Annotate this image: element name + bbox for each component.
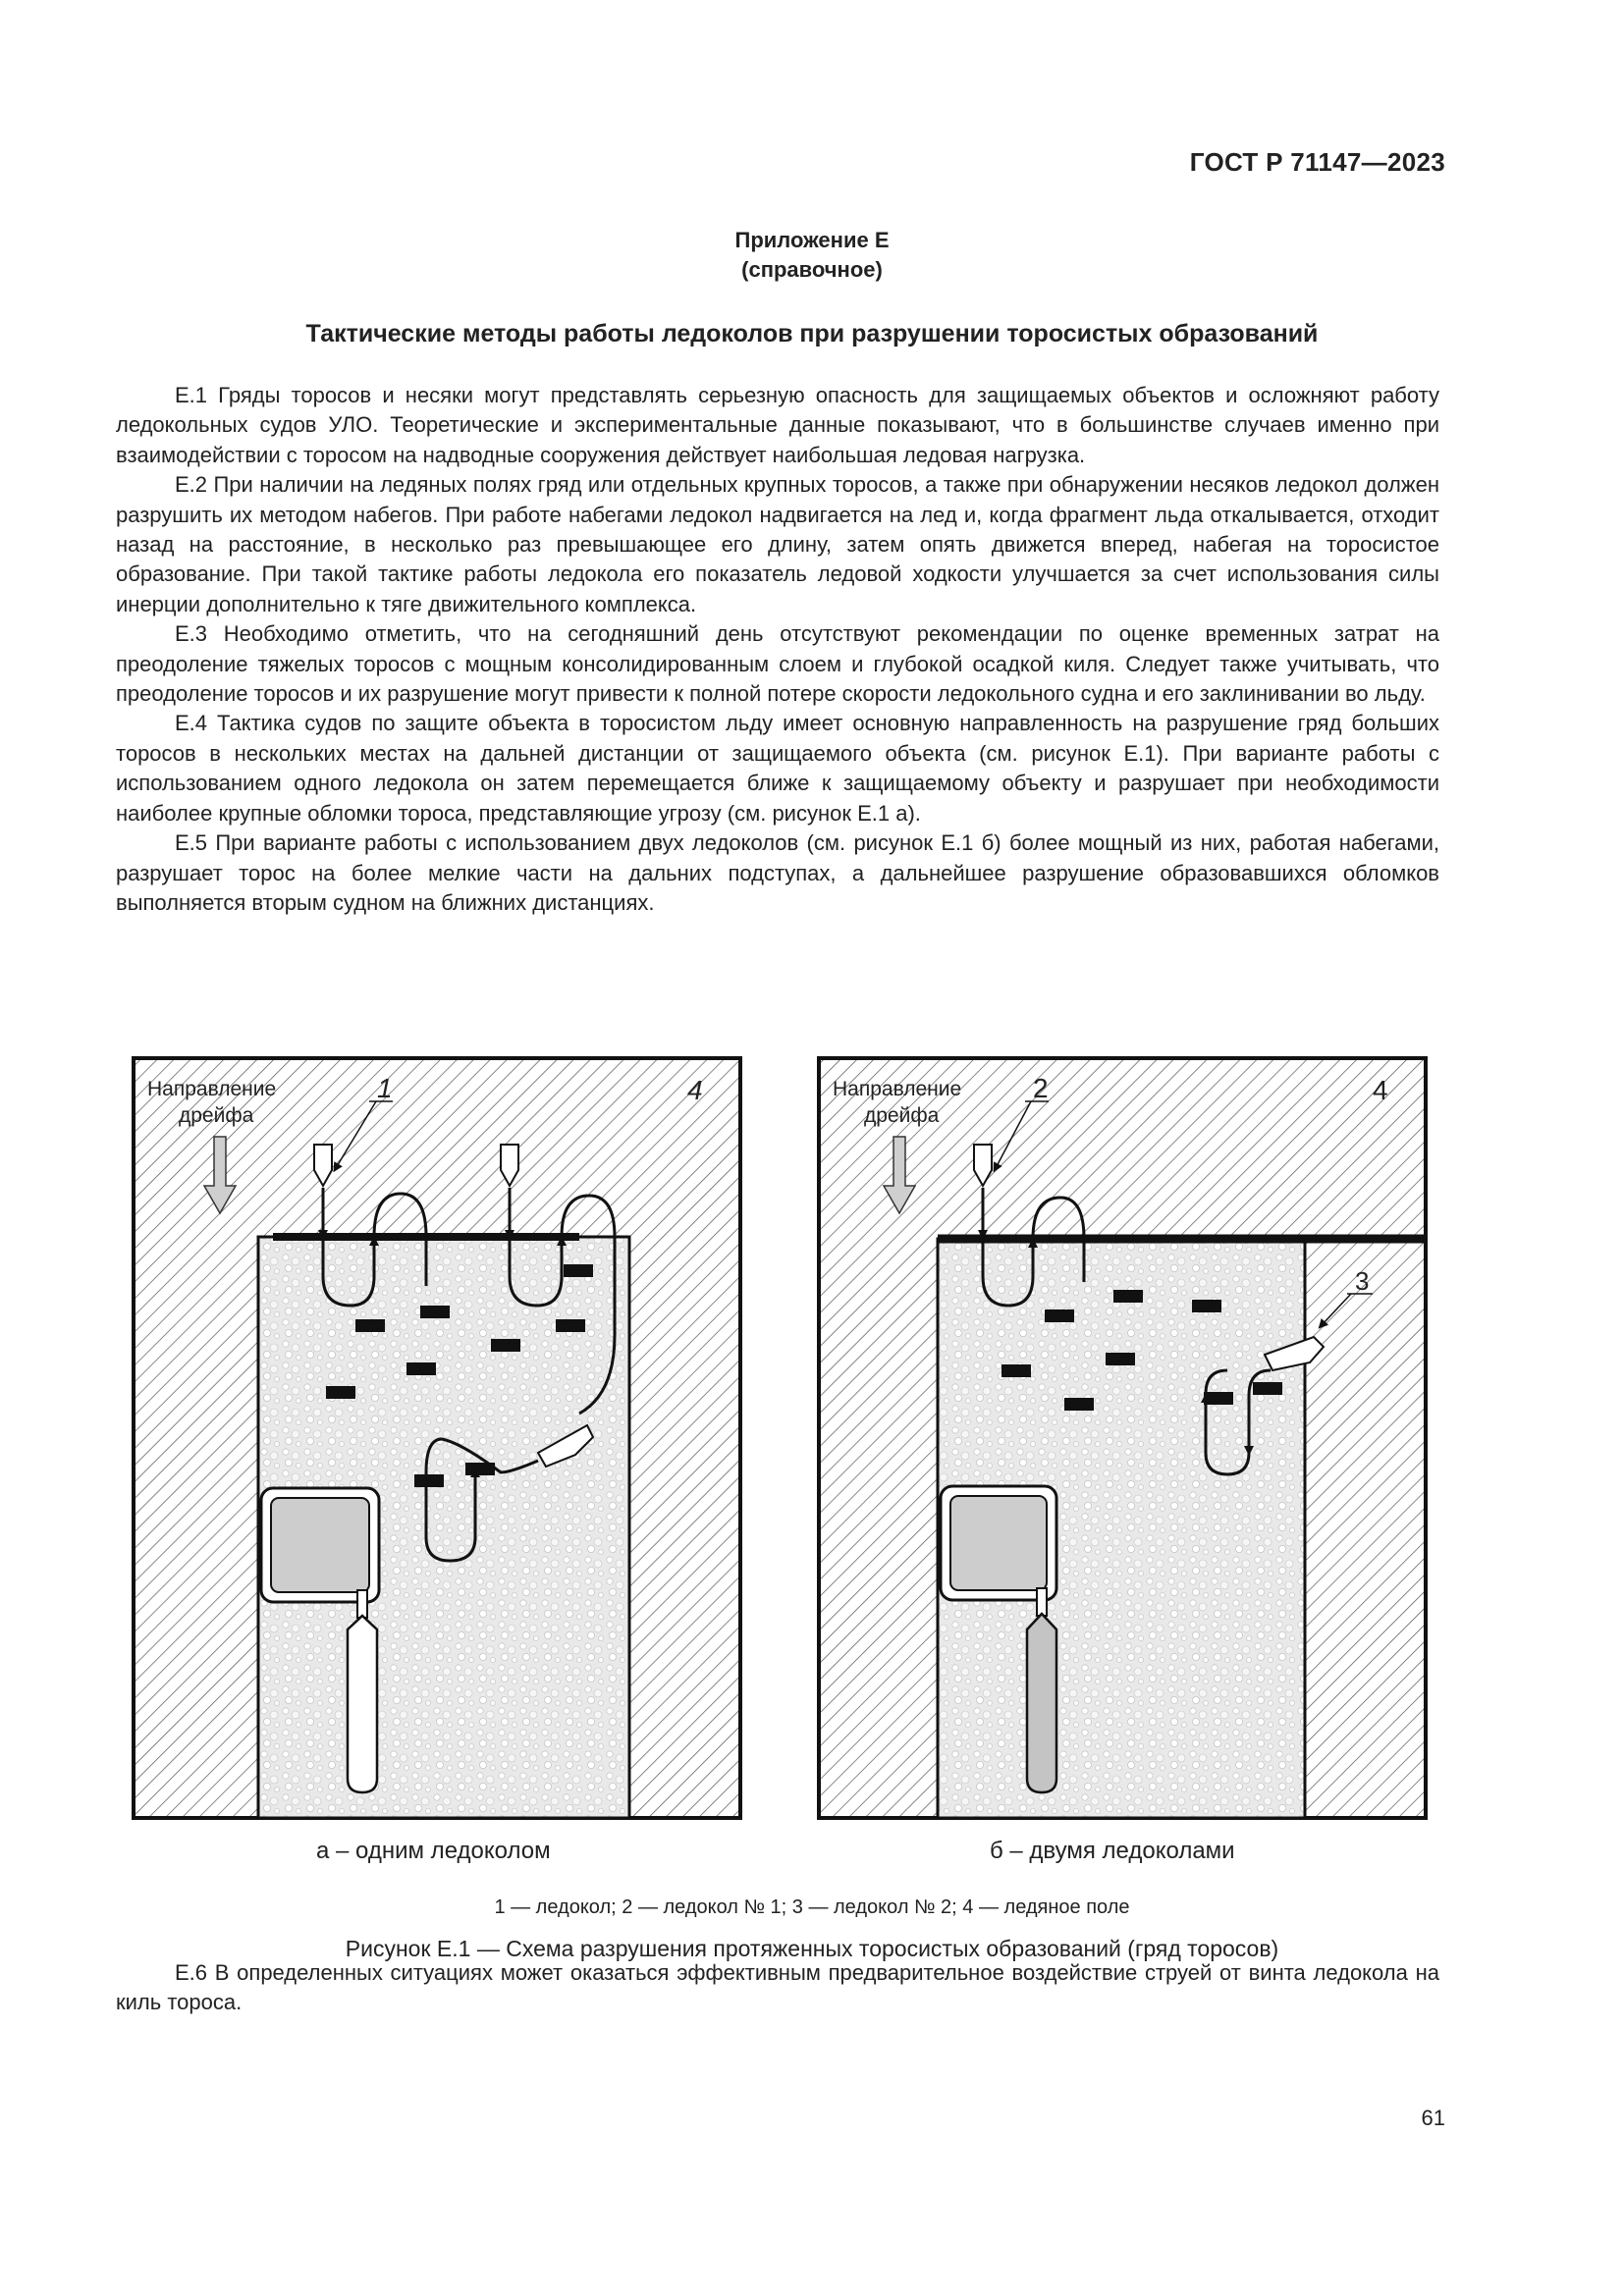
drift-label-line1: Направление: [147, 1078, 277, 1100]
icebreaker-icon: [1027, 1614, 1056, 1792]
body-text-e6: [116, 1958, 1439, 2018]
panel-a: [134, 1058, 740, 1818]
drift-label-line1: Направление: [833, 1078, 962, 1100]
label-icebreaker-1: 1: [377, 1073, 393, 1103]
protected-object-body: [950, 1496, 1047, 1590]
label-icebreaker-no1: 2: [1033, 1073, 1049, 1103]
figure-caption-a: а – одним ледоколом: [316, 1838, 551, 1864]
label-ice-field-4: 4: [687, 1075, 703, 1105]
label-ice-field-4: 4: [1373, 1075, 1388, 1105]
document-id: ГОСТ Р 71147—2023: [1189, 147, 1445, 177]
panel-b: [819, 1058, 1426, 1818]
protected-object-body: [271, 1498, 369, 1592]
drift-label-line2: дрейфа: [179, 1104, 254, 1127]
figure-caption-b: б – двумя ледоколами: [990, 1838, 1235, 1864]
icebreaker-icon: [348, 1616, 377, 1792]
paragraph-e3: Е.3 Необходимо отметить, что на сегодняшний день отсутствуют рекомендации по оценке временных затрат на преодоление тяжелых торосов с мощным консолидированным слоем и глубокой осадкой киля. Следует также учитывать, что преодоление торосов и их разрушение могут привести к полной потере скорости ледокольного судна и его заклинивании во льду.: [116, 621, 1439, 707]
paragraph-e1: Е.1 Гряды торосов и несяки могут представлять серьезную опасность для защищаемых объектов и осложняют работу ледокольных судов УЛО. Теоретические и экспериментальные данные показывают, что в большинстве случаев именно при взаимодействии с торосом на надводные сооружения действует наибольшая ледовая нагрузка.: [116, 383, 1439, 467]
label-icebreaker-no2: 3: [1355, 1266, 1370, 1296]
page-number: 61: [1421, 2106, 1445, 2130]
appendix-subtitle: (справочное): [741, 257, 883, 282]
paragraph-e4: Е.4 Тактика судов по защите объекта в торосистом льду имеет основную направленность на разрушение гряд больших торосов в нескольких местах на дальней дистанции от защищаемого объекта (см. рисунок Е.1). При варианте работы с использованием одного ледокола он затем перемещается ближе к защищаемому объекту и разрушает при необходимости наиболее крупные обломки тороса, представляющие угрозу (см. рисунок Е.1 а).: [116, 711, 1439, 826]
figure-title: Рисунок Е.1 — Схема разрушения протяженных торосистых образований (гряд торосов): [345, 1936, 1279, 1961]
paragraph-e5: Е.5 При варианте работы с использованием двух ледоколов (см. рисунок Е.1 б) более мощный из них, работая набегами, разрушает торос на более мелкие части на дальних подступах, а дальнейшее разрушение образовавшихся обломков выполняется вторым судном на ближних дистанциях.: [116, 830, 1439, 915]
appendix-title: Приложение Е: [734, 228, 890, 252]
figure-legend: 1 — ледокол; 2 — ледокол № 1; 3 — ледокол № 2; 4 — ледяное поле: [494, 1896, 1130, 1918]
paragraph-e6: Е.6 В определенных ситуациях может оказаться эффективным предварительное воздействие струей от винта ледокола на киль тороса.: [116, 1960, 1439, 2015]
drift-label-line2: дрейфа: [864, 1104, 940, 1127]
section-heading: Тактические методы работы ледоколов при разрушении торосистых образований: [305, 320, 1319, 347]
paragraph-e2: Е.2 При наличии на ледяных полях гряд или отдельных крупных торосов, а также при обнаружении несяков ледокол должен разрушить их методом набегов. При работе набегами ледокол надвигается на лед и, когда фрагмент льда откалывается, отходит назад на расстояние, в несколько раз превышающее его длину, затем опять движется вперед, набегая на торосистое образование. При такой тактике работы ледокола его показатель ледовой ходкости улучшается за счет использования силы инерции дополнительно к тяге движительного комплекса.: [116, 472, 1439, 616]
